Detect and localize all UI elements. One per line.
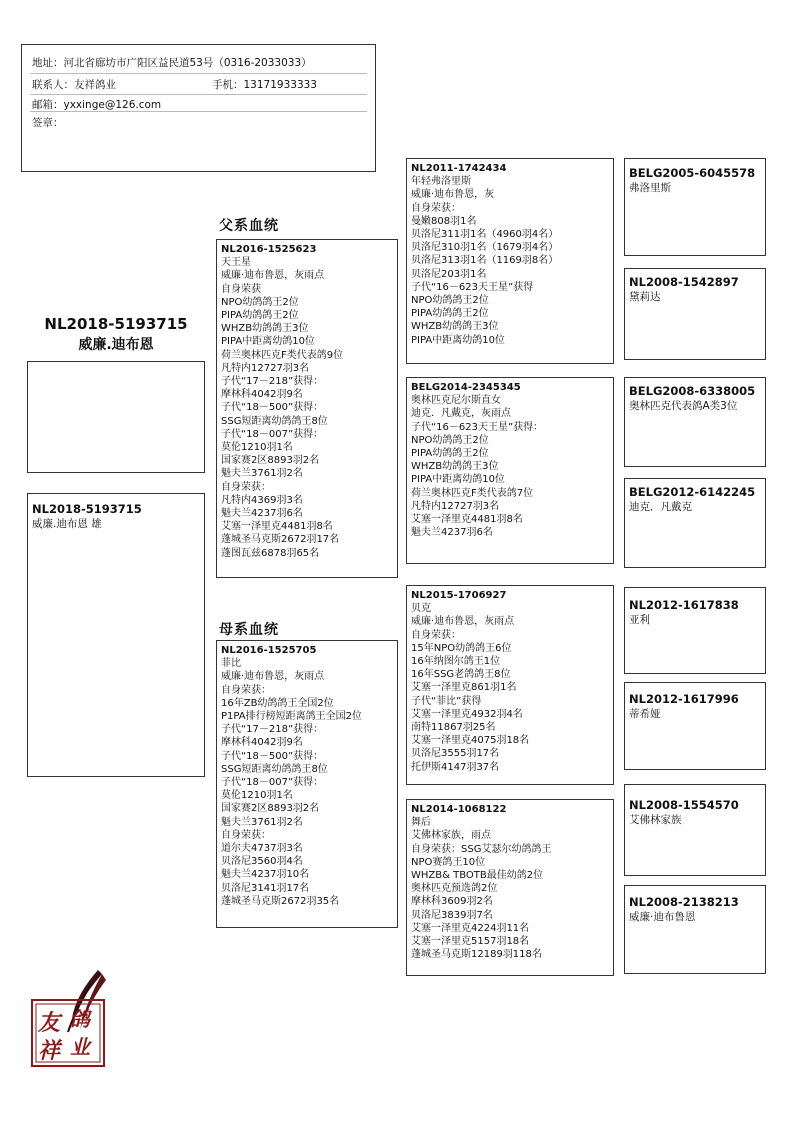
sire-line: 艾塞一泽里克4481羽8名 bbox=[221, 521, 333, 533]
dam-line: 子代“18－007”获得： bbox=[221, 777, 324, 789]
gp-line: 凡特内12727羽3名 bbox=[411, 500, 500, 512]
dam-line: 16年ZB幼鸽鸽王全国2位 bbox=[221, 697, 334, 709]
gp-line: 南特11867羽25名 bbox=[411, 722, 496, 734]
address: 地址：河北省廊坊市广阳区益民道53号（0316-2033033） bbox=[32, 57, 312, 69]
sire-line: PIPA幼鸽鸽王2位 bbox=[221, 310, 299, 322]
gp-line: 艾塞一泽里克4224羽11名 bbox=[411, 922, 530, 934]
ggp-name: 亚利 bbox=[629, 614, 650, 626]
gp-line: 艾佛林家族，雨点 bbox=[411, 830, 491, 842]
sire-line: 自身荣获： bbox=[221, 481, 271, 493]
sire-line: 天王星 bbox=[221, 257, 251, 269]
ggp-box-7 bbox=[624, 784, 766, 876]
dam-line: 蓬城圣马克斯2672羽35名 bbox=[221, 895, 340, 907]
gp-line: PIPA中距离幼鸽10位 bbox=[411, 334, 505, 346]
sire-line: 子代“17－218”获得： bbox=[221, 376, 324, 388]
divider bbox=[30, 73, 367, 74]
ggp-box-3 bbox=[624, 377, 766, 467]
dam-line: 魁夫兰4237羽10名 bbox=[221, 869, 310, 881]
dam-line: 贝洛尼3560羽4名 bbox=[221, 856, 303, 868]
gp-line: 子代“菲比”获得 bbox=[411, 695, 482, 707]
ggp-ring: BELG2008-6338005 bbox=[629, 384, 756, 398]
subject-box-name: 威廉.迪布恩 雄 bbox=[32, 518, 102, 530]
gp-line: 曼嫩808羽1名 bbox=[411, 215, 477, 227]
gp-ring: NL2011-1742434 bbox=[411, 163, 507, 174]
seal-char: 祥 bbox=[38, 1038, 61, 1064]
gp-line: WHZB& TBOTB最佳幼鸽2位 bbox=[411, 870, 544, 882]
ggp-ring: NL2008-1542897 bbox=[629, 275, 739, 289]
dam-box bbox=[216, 640, 398, 928]
gp-line: NPO幼鸽鸽王2位 bbox=[411, 434, 489, 446]
ggp-name: 奥林匹克代表鸽A类3位 bbox=[629, 400, 738, 412]
gp-line: 奥林匹克预选鸽2位 bbox=[411, 883, 498, 895]
gp-line: WHZB幼鸽鸽王3位 bbox=[411, 461, 499, 473]
dam-line: 道尔夫4737羽3名 bbox=[221, 843, 303, 855]
dam-line: 子代“17－218”获得： bbox=[221, 724, 324, 736]
sire-line: 国家赛2区8893羽2名 bbox=[221, 455, 320, 467]
gp-line: 16年纳图尔鸽王1位 bbox=[411, 656, 501, 668]
gp-line: 自身荣获： bbox=[411, 202, 461, 214]
sire-line: 凡特内4369羽3名 bbox=[221, 494, 303, 506]
gp-line: 贝洛尼311羽1名（4960羽4名） bbox=[411, 229, 559, 241]
sire-line: NPO幼鸽鸽王2位 bbox=[221, 296, 299, 308]
ggp-ring: NL2008-1554570 bbox=[629, 798, 739, 812]
gp-line: 艾塞一泽里克4481羽8名 bbox=[411, 514, 523, 526]
subject-box-ring: NL2018-5193715 bbox=[32, 502, 142, 516]
sire-box bbox=[216, 239, 398, 578]
sire-line: WHZB幼鸽鸽王3位 bbox=[221, 323, 309, 335]
subject-box bbox=[27, 493, 205, 777]
gp-line: 艾塞一泽里克4932羽4名 bbox=[411, 708, 523, 720]
gp-line: 贝洛尼3555羽17名 bbox=[411, 748, 500, 760]
gp-line: NPO幼鸽鸽王2位 bbox=[411, 295, 489, 307]
sire-line: 子代“18－500”获得： bbox=[221, 402, 324, 414]
seal-char: 友 bbox=[38, 1010, 61, 1036]
gp-line: NPO赛鸽王10位 bbox=[411, 856, 486, 868]
email: 邮箱：yxxinge@126.com bbox=[32, 99, 162, 111]
gp-line: 贝克 bbox=[411, 603, 431, 615]
subject-name: 威廉.迪布恩 bbox=[78, 337, 154, 353]
signature-label: 签章： bbox=[32, 117, 64, 129]
gp-line: 艾塞一泽里克861羽1名 bbox=[411, 682, 517, 694]
dam-line: 威廉·迪布鲁恩，灰雨点 bbox=[221, 671, 325, 683]
gp-line: 贝洛尼203羽1名 bbox=[411, 268, 487, 280]
dam-section-title: 母系血统 bbox=[219, 622, 279, 638]
ggp-ring: NL2008-2138213 bbox=[629, 895, 739, 909]
seal-graphic bbox=[28, 966, 112, 1070]
ggp-box-4 bbox=[624, 478, 766, 568]
gp-line: 贝洛尼310羽1名（1679羽4名） bbox=[411, 242, 559, 254]
gp-line: 托伊斯4147羽37名 bbox=[411, 761, 500, 773]
gp-line: PIPA中距离幼鸽10位 bbox=[411, 474, 505, 486]
ggp-ring: BELG2005-6045578 bbox=[629, 166, 756, 180]
gp-line: 贝洛尼313羽1名（1169羽8名） bbox=[411, 255, 559, 267]
gp-line: 贝洛尼3839羽7名 bbox=[411, 909, 493, 921]
dam-line: 魁夫兰3761羽2名 bbox=[221, 816, 303, 828]
gp-ring: BELG2014-2345345 bbox=[411, 382, 521, 393]
ggp-ring: NL2012-1617838 bbox=[629, 598, 739, 612]
ggp-name: 黛莉达 bbox=[629, 291, 661, 303]
subject-ring: NL2018-5193715 bbox=[44, 315, 188, 333]
sire-ring: NL2016-1525623 bbox=[221, 244, 317, 255]
ggp-box-1 bbox=[624, 158, 766, 256]
gp-box-2 bbox=[406, 377, 614, 564]
gp-line: 自身荣获：SSG艾瑟尔幼鸽鸽王 bbox=[411, 843, 552, 855]
gp-line: 奥林匹克尼尔斯直女 bbox=[411, 395, 501, 407]
gp-line: WHZB幼鸽鸽王3位 bbox=[411, 321, 499, 333]
gp-line: 年轻弗洛里斯 bbox=[411, 176, 471, 188]
divider bbox=[30, 111, 367, 112]
ggp-box-6 bbox=[624, 682, 766, 770]
gp-line: 15年NPO幼鸽鸽王6位 bbox=[411, 642, 512, 654]
gp-line: 摩林科3609羽2名 bbox=[411, 896, 493, 908]
gp-line: 威廉·迪布鲁恩，灰雨点 bbox=[411, 616, 515, 628]
dam-line: P1PA排行榜短距离鸽王全国2位 bbox=[221, 711, 362, 723]
contact-box bbox=[21, 44, 376, 172]
sire-line: 荷兰奥林匹克F类代表鸽9位 bbox=[221, 349, 344, 361]
sire-line: SSG短距离幼鸽鸽王8位 bbox=[221, 415, 328, 427]
ggp-name: 迪克．凡戴克 bbox=[629, 501, 692, 513]
sire-line: 子代“18－007”获得： bbox=[221, 428, 324, 440]
contact-person: 联系人：友祥鸽业 bbox=[32, 79, 116, 91]
dam-line: 子代“18－500”获得： bbox=[221, 750, 324, 762]
gp-line: 迪克．凡戴克，灰雨点 bbox=[411, 408, 511, 420]
dam-line: 自身荣获： bbox=[221, 684, 271, 696]
sire-line: 蓬图瓦兹6878羽65名 bbox=[221, 547, 320, 559]
ggp-box-2 bbox=[624, 268, 766, 360]
gp-box-4 bbox=[406, 799, 614, 976]
seal-char: 业 bbox=[70, 1035, 90, 1059]
gp-ring: NL2015-1706927 bbox=[411, 590, 507, 601]
gp-box-1 bbox=[406, 158, 614, 364]
sire-line: 蓬城圣马克斯2672羽17名 bbox=[221, 534, 340, 546]
gp-line: 艾塞一泽里克5157羽18名 bbox=[411, 936, 530, 948]
sire-line: 莫伦1210羽1名 bbox=[221, 442, 293, 454]
dam-line: 摩林科4042羽9名 bbox=[221, 737, 303, 749]
gp-line: 子代“16－623天王星”获得 bbox=[411, 281, 534, 293]
ggp-name: 威廉·迪布鲁恩 bbox=[629, 911, 696, 923]
sire-line: 摩林科4042羽9名 bbox=[221, 389, 303, 401]
ggp-ring: NL2012-1617996 bbox=[629, 692, 739, 706]
gp-line: 自身荣获： bbox=[411, 629, 461, 641]
dam-line: 贝洛尼3141羽17名 bbox=[221, 882, 310, 894]
gp-line: 子代“16－623天王星”获得： bbox=[411, 421, 544, 433]
sire-lines bbox=[221, 256, 393, 560]
gp-line: PIPA幼鸽鸽王2位 bbox=[411, 308, 489, 320]
sire-line: 魁夫兰3761羽2名 bbox=[221, 468, 303, 480]
dam-line: SSG短距离幼鸽鸽王8位 bbox=[221, 763, 328, 775]
seal-char: 鸽 bbox=[70, 1007, 90, 1031]
gp-line: 荷兰奥林匹克F类代表鸽7位 bbox=[411, 487, 534, 499]
gp-line: 16年SSG老鸽鸽王8位 bbox=[411, 669, 511, 681]
sire-line: 威廉·迪布鲁恩，灰雨点 bbox=[221, 270, 325, 282]
gp-line: 艾塞一泽里克4075羽18名 bbox=[411, 735, 530, 747]
sire-line: 自身荣获 bbox=[221, 283, 261, 295]
ggp-box-5 bbox=[624, 587, 766, 674]
gp-line: 魁夫兰4237羽6名 bbox=[411, 527, 493, 539]
dam-ring: NL2016-1525705 bbox=[221, 645, 317, 656]
divider bbox=[30, 94, 367, 95]
gp-line: 蓬城圣马克斯12189羽118名 bbox=[411, 949, 542, 961]
phone: 手机：13171933333 bbox=[212, 79, 317, 91]
sire-section-title: 父系血统 bbox=[219, 218, 279, 234]
ggp-ring: BELG2012-6142245 bbox=[629, 485, 756, 499]
dam-line: 国家赛2区8893羽2名 bbox=[221, 803, 320, 815]
gp-ring: NL2014-1068122 bbox=[411, 804, 507, 815]
dam-line: 莫伦1210羽1名 bbox=[221, 790, 293, 802]
sire-line: 凡特内12727羽3名 bbox=[221, 362, 310, 374]
sire-line: PIPA中距离幼鸽10位 bbox=[221, 336, 315, 348]
ggp-name: 蒂希娅 bbox=[629, 708, 661, 720]
ggp-box-8 bbox=[624, 885, 766, 974]
gp-line: 舞后 bbox=[411, 817, 431, 829]
gp-line: 威廉·迪布鲁恩，灰 bbox=[411, 189, 495, 201]
sire-line: 魁夫兰4237羽6名 bbox=[221, 508, 303, 520]
photo-box bbox=[27, 361, 205, 473]
company-seal-logo bbox=[28, 966, 112, 1070]
dam-line: 菲比 bbox=[221, 658, 241, 670]
ggp-name: 弗洛里斯 bbox=[629, 182, 671, 194]
gp-line: PIPA幼鸽鸽王2位 bbox=[411, 448, 489, 460]
ggp-name: 艾佛林家族 bbox=[629, 814, 682, 826]
gp-box-3 bbox=[406, 585, 614, 785]
dam-line: 自身荣获： bbox=[221, 829, 271, 841]
